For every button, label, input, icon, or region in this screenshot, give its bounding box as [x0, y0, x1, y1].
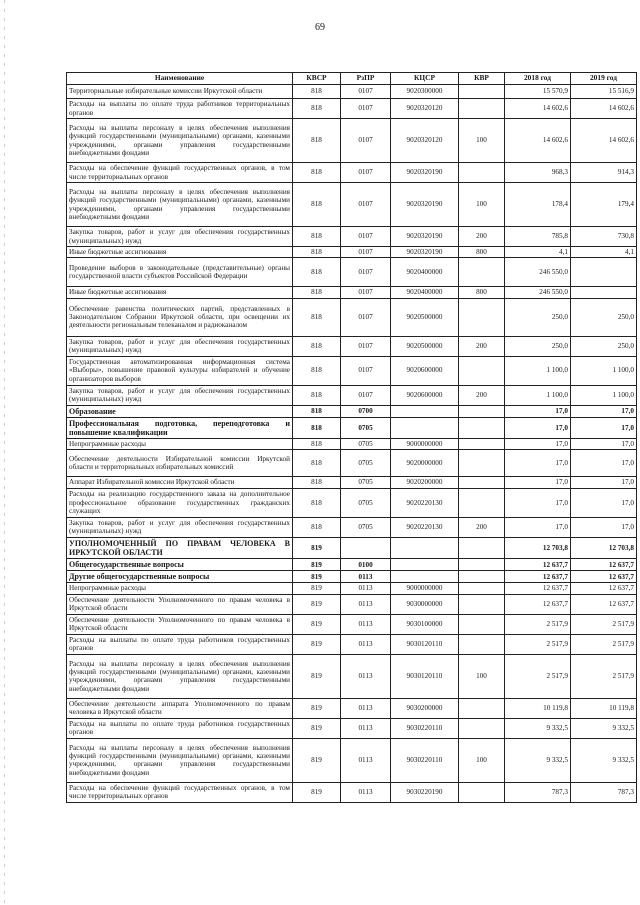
cell-kcsr: 9020500000: [391, 336, 459, 356]
cell-name: Расходы на выплаты по оплате труда работников государственных органов: [67, 634, 293, 654]
cell-rzpr: 0705: [341, 439, 391, 450]
cell-name: Аппарат Избирательной комиссии Иркутской области: [67, 477, 293, 488]
cell-name: Расходы на выплаты персоналу в целях обеспечения выполнения функций государственными (муниципальными) органами, казенными учреждениями, органами управления государственными внебюджетными фондами: [67, 119, 293, 163]
cell-y2018: 12 637,7: [505, 583, 571, 594]
cell-kvr: [459, 571, 505, 583]
cell-name: Непрограммные расходы: [67, 439, 293, 450]
cell-rzpr: 0705: [341, 417, 391, 438]
table-row: [67, 614, 637, 634]
cell-y2019: 14 602,6: [571, 99, 637, 119]
cell-rzpr: 0113: [341, 634, 391, 654]
cell-y2018: 246 550,0: [505, 258, 571, 287]
table-row: [67, 119, 637, 163]
table-row: [67, 356, 637, 385]
cell-kvsr: 819: [293, 698, 341, 718]
cell-name: Иные бюджетные ассигнования: [67, 247, 293, 258]
cell-kvsr: 818: [293, 477, 341, 488]
cell-y2018: 250,0: [505, 298, 571, 336]
cell-y2018: 785,8: [505, 227, 571, 247]
table-row: [67, 258, 637, 287]
cell-y2018: 4,1: [505, 247, 571, 258]
table-row: [67, 698, 637, 718]
cell-kcsr: 9030220110: [391, 738, 459, 782]
cell-kvsr: 819: [293, 654, 341, 698]
cell-y2018: 1 100,0: [505, 385, 571, 405]
cell-rzpr: 0107: [341, 336, 391, 356]
cell-rzpr: 0113: [341, 583, 391, 594]
table-row: [67, 227, 637, 247]
cell-rzpr: 0113: [341, 718, 391, 738]
cell-kvsr: 819: [293, 537, 341, 558]
cell-kcsr: 9020320190: [391, 163, 459, 183]
cell-y2018: 15 570,9: [505, 85, 571, 99]
cell-name: Другие общегосударственные вопросы: [67, 571, 293, 583]
cell-kcsr: 9020000000: [391, 450, 459, 477]
cell-kvsr: 818: [293, 450, 341, 477]
cell-y2019: 4,1: [571, 247, 637, 258]
table-row: [67, 583, 637, 594]
cell-rzpr: 0107: [341, 258, 391, 287]
cell-name: Обеспечение деятельности аппарата Уполномоченного по правам человека в Иркутской области: [67, 698, 293, 718]
cell-kvr: [459, 537, 505, 558]
cell-rzpr: 0107: [341, 85, 391, 99]
table-row: [67, 405, 637, 417]
cell-y2019: 2 517,9: [571, 634, 637, 654]
cell-kvr: [459, 583, 505, 594]
cell-rzpr: 0107: [341, 99, 391, 119]
cell-name: Иные бюджетные ассигнования: [67, 287, 293, 298]
cell-rzpr: 0113: [341, 782, 391, 802]
cell-rzpr: 0705: [341, 477, 391, 488]
cell-name: Расходы на реализацию государственного заказа на дополнительное профессиональное образование государственных гражданских служащих: [67, 488, 293, 517]
cell-kvsr: 819: [293, 594, 341, 614]
cell-name: Профессиональная подготовка, переподготовка и повышение квалификации: [67, 417, 293, 438]
cell-rzpr: 0107: [341, 287, 391, 298]
cell-kcsr: 9000000000: [391, 439, 459, 450]
cell-kcsr: 9020400000: [391, 287, 459, 298]
cell-y2019: 17,0: [571, 450, 637, 477]
cell-kcsr: 9030120110: [391, 634, 459, 654]
cell-rzpr: 0113: [341, 614, 391, 634]
cell-kvsr: 818: [293, 85, 341, 99]
cell-kvsr: 818: [293, 227, 341, 247]
header-rzpr: РзПР: [341, 73, 391, 85]
table-row: [67, 654, 637, 698]
cell-rzpr: 0107: [341, 119, 391, 163]
cell-rzpr: 0107: [341, 163, 391, 183]
cell-kvsr: 818: [293, 247, 341, 258]
cell-kcsr: 9020220130: [391, 488, 459, 517]
header-kcsr: КЦСР: [391, 73, 459, 85]
cell-y2018: 1 100,0: [505, 356, 571, 385]
table-row: [67, 738, 637, 782]
cell-y2019: 17,0: [571, 439, 637, 450]
cell-rzpr: 0705: [341, 517, 391, 537]
cell-kvr: [459, 405, 505, 417]
cell-kvr: [459, 634, 505, 654]
cell-kvr: [459, 99, 505, 119]
cell-kcsr: [391, 559, 459, 571]
cell-y2019: 2 517,9: [571, 654, 637, 698]
cell-name: Общегосударственные вопросы: [67, 559, 293, 571]
cell-kvr: 100: [459, 119, 505, 163]
cell-y2019: 179,4: [571, 183, 637, 227]
cell-kvsr: 818: [293, 287, 341, 298]
cell-y2018: 17,0: [505, 477, 571, 488]
cell-kvsr: 818: [293, 356, 341, 385]
cell-kcsr: 9020300000: [391, 85, 459, 99]
cell-rzpr: 0113: [341, 698, 391, 718]
cell-rzpr: 0113: [341, 654, 391, 698]
cell-kvsr: 818: [293, 336, 341, 356]
header-kvr: КВР: [459, 73, 505, 85]
cell-rzpr: [341, 537, 391, 558]
cell-kvsr: 818: [293, 488, 341, 517]
cell-kvr: [459, 477, 505, 488]
cell-kcsr: 9030220110: [391, 718, 459, 738]
cell-rzpr: 0107: [341, 247, 391, 258]
cell-y2019: 9 332,5: [571, 718, 637, 738]
table-row: [67, 85, 637, 99]
cell-name: Закупка товаров, работ и услуг для обеспечения государственных (муниципальных) нужд: [67, 385, 293, 405]
cell-y2019: 17,0: [571, 417, 637, 438]
cell-kvsr: 819: [293, 559, 341, 571]
cell-name: Расходы на выплаты по оплате труда работников территориальных органов: [67, 99, 293, 119]
cell-y2018: 250,0: [505, 336, 571, 356]
cell-y2018: 9 332,5: [505, 718, 571, 738]
cell-kcsr: 9020320120: [391, 99, 459, 119]
cell-name: УПОЛНОМОЧЕННЫЙ ПО ПРАВАМ ЧЕЛОВЕКА В ИРКУТСКОЙ ОБЛАСТИ: [67, 537, 293, 558]
table-row: [67, 594, 637, 614]
cell-y2018: 9 332,5: [505, 738, 571, 782]
cell-y2018: 17,0: [505, 450, 571, 477]
cell-name: Обеспечение деятельности Избирательной комиссии Иркутской области и территориальных избирательных комиссий: [67, 450, 293, 477]
budget-table-container: [66, 72, 636, 803]
cell-rzpr: 0100: [341, 559, 391, 571]
table-row: [67, 417, 637, 438]
cell-kcsr: 9000000000: [391, 583, 459, 594]
cell-kvsr: 818: [293, 405, 341, 417]
cell-name: Государственная автоматизированная информационная система «Выборы», повышение правовой культуры избирателей и обучение организаторов выборов: [67, 356, 293, 385]
cell-kvr: 200: [459, 227, 505, 247]
cell-kvsr: 818: [293, 417, 341, 438]
cell-kcsr: [391, 537, 459, 558]
table-row: [67, 298, 637, 336]
cell-kvr: [459, 718, 505, 738]
cell-name: Обеспечение равенства политических партий, представленных в Законодательном Собрании Иркутской области, при освещении их деятельности региональным телеканалом и радиоканалом: [67, 298, 293, 336]
cell-y2018: 2 517,9: [505, 634, 571, 654]
cell-name: Непрограммные расходы: [67, 583, 293, 594]
cell-kvr: 200: [459, 385, 505, 405]
cell-kvsr: 818: [293, 385, 341, 405]
cell-y2019: 2 517,9: [571, 614, 637, 634]
cell-name: Территориальные избирательные комиссии Иркутской области: [67, 85, 293, 99]
cell-rzpr: 0700: [341, 405, 391, 417]
cell-kvsr: 819: [293, 583, 341, 594]
table-header-row: [67, 73, 637, 85]
cell-name: Расходы на выплаты персоналу в целях обеспечения выполнения функций государственными (муниципальными) органами, казенными учреждениями, органами управления государственными внебюджетными фондами: [67, 738, 293, 782]
cell-y2019: 12 637,7: [571, 583, 637, 594]
cell-kvr: [459, 258, 505, 287]
table-row: [67, 163, 637, 183]
table-row: [67, 488, 637, 517]
cell-rzpr: 0705: [341, 450, 391, 477]
cell-kvsr: 819: [293, 614, 341, 634]
cell-y2019: 9 332,5: [571, 738, 637, 782]
cell-y2019: [571, 258, 637, 287]
cell-rzpr: 0107: [341, 183, 391, 227]
cell-kcsr: 9030000000: [391, 594, 459, 614]
cell-kcsr: 9020320190: [391, 227, 459, 247]
table-row: [67, 477, 637, 488]
cell-kvr: [459, 450, 505, 477]
cell-y2019: 10 119,8: [571, 698, 637, 718]
cell-name: Закупка товаров, работ и услуг для обеспечения государственных (муниципальных) нужд: [67, 336, 293, 356]
cell-kvr: 800: [459, 287, 505, 298]
cell-kcsr: 9030220190: [391, 782, 459, 802]
cell-y2019: 17,0: [571, 488, 637, 517]
cell-kvr: [459, 439, 505, 450]
cell-kvsr: 818: [293, 258, 341, 287]
cell-y2018: 787,3: [505, 782, 571, 802]
cell-y2019: 12 703,8: [571, 537, 637, 558]
cell-kvsr: 819: [293, 634, 341, 654]
cell-kvr: 200: [459, 336, 505, 356]
cell-kvr: [459, 85, 505, 99]
cell-kcsr: 9030120110: [391, 654, 459, 698]
cell-y2019: 12 637,7: [571, 571, 637, 583]
cell-rzpr: 0705: [341, 488, 391, 517]
table-row: [67, 247, 637, 258]
cell-kvsr: 818: [293, 298, 341, 336]
cell-kvsr: 818: [293, 517, 341, 537]
cell-y2018: 17,0: [505, 405, 571, 417]
cell-kcsr: 9030100000: [391, 614, 459, 634]
cell-kvr: [459, 594, 505, 614]
table-row: [67, 99, 637, 119]
cell-y2018: 17,0: [505, 417, 571, 438]
scan-edge-artifact: [4, 0, 5, 905]
cell-kvr: [459, 698, 505, 718]
cell-kvr: [459, 356, 505, 385]
cell-y2019: 17,0: [571, 517, 637, 537]
cell-kvsr: 819: [293, 718, 341, 738]
table-row: [67, 439, 637, 450]
cell-name: Проведение выборов в законодательные (представительные) органы государственной власти субъектов Российской Федерации: [67, 258, 293, 287]
cell-kcsr: 9020200000: [391, 477, 459, 488]
cell-kcsr: [391, 417, 459, 438]
table-row: [67, 336, 637, 356]
cell-y2019: 914,3: [571, 163, 637, 183]
cell-kvsr: 819: [293, 738, 341, 782]
cell-y2018: 12 637,7: [505, 594, 571, 614]
table-row: [67, 718, 637, 738]
cell-kcsr: 9020320120: [391, 119, 459, 163]
cell-y2018: 178,4: [505, 183, 571, 227]
table-row: [67, 537, 637, 558]
cell-kcsr: 9020500000: [391, 298, 459, 336]
cell-kvr: 800: [459, 247, 505, 258]
cell-kcsr: 9020600000: [391, 356, 459, 385]
cell-y2018: 246 550,0: [505, 287, 571, 298]
cell-kvsr: 819: [293, 571, 341, 583]
cell-y2019: 15 516,9: [571, 85, 637, 99]
cell-y2018: 10 119,8: [505, 698, 571, 718]
cell-y2019: 17,0: [571, 477, 637, 488]
cell-name: Расходы на выплаты персоналу в целях обеспечения выполнения функций государственными (муниципальными) органами, казенными учреждениями, органами управления государственными внебюджетными фондами: [67, 183, 293, 227]
budget-table: [66, 72, 637, 803]
cell-kvr: [459, 298, 505, 336]
table-row: [67, 634, 637, 654]
cell-kvsr: 818: [293, 99, 341, 119]
cell-y2018: 14 602,6: [505, 99, 571, 119]
cell-kvsr: 818: [293, 163, 341, 183]
cell-kvr: 100: [459, 654, 505, 698]
cell-y2018: 14 602,6: [505, 119, 571, 163]
table-body: [67, 85, 637, 803]
cell-name: Закупка товаров, работ и услуг для обеспечения государственных (муниципальных) нужд: [67, 517, 293, 537]
cell-name: Расходы на обеспечение функций государственных органов, в том числе территориальных органов: [67, 163, 293, 183]
cell-y2019: 12 637,7: [571, 559, 637, 571]
table-row: [67, 517, 637, 537]
cell-y2018: 2 517,9: [505, 654, 571, 698]
cell-kvr: 200: [459, 517, 505, 537]
table-row: [67, 287, 637, 298]
cell-y2019: 12 637,7: [571, 594, 637, 614]
cell-kcsr: 9020400000: [391, 258, 459, 287]
cell-kcsr: [391, 405, 459, 417]
cell-name: Закупка товаров, работ и услуг для обеспечения государственных (муниципальных) нужд: [67, 227, 293, 247]
cell-y2018: 12 637,7: [505, 571, 571, 583]
cell-kvr: 100: [459, 738, 505, 782]
cell-y2018: 2 517,9: [505, 614, 571, 634]
cell-kcsr: 9030200000: [391, 698, 459, 718]
cell-kcsr: 9020600000: [391, 385, 459, 405]
cell-kvr: 100: [459, 183, 505, 227]
table-row: [67, 183, 637, 227]
cell-y2019: 17,0: [571, 405, 637, 417]
cell-y2019: 250,0: [571, 336, 637, 356]
cell-kcsr: [391, 571, 459, 583]
header-2018: 2018 год: [505, 73, 571, 85]
cell-y2019: 250,0: [571, 298, 637, 336]
table-row: [67, 559, 637, 571]
cell-kvr: [459, 559, 505, 571]
cell-y2019: 730,8: [571, 227, 637, 247]
header-2019: 2019 год: [571, 73, 637, 85]
table-row: [67, 571, 637, 583]
cell-rzpr: 0113: [341, 571, 391, 583]
cell-y2018: 12 637,7: [505, 559, 571, 571]
cell-y2019: 14 602,6: [571, 119, 637, 163]
cell-kvr: [459, 417, 505, 438]
cell-name: Расходы на выплаты по оплате труда работников государственных органов: [67, 718, 293, 738]
cell-name: Обеспечение деятельности Уполномоченного по правам человека в Иркутской области: [67, 614, 293, 634]
cell-kvsr: 818: [293, 439, 341, 450]
cell-y2018: 968,3: [505, 163, 571, 183]
cell-kvr: [459, 163, 505, 183]
cell-y2018: 17,0: [505, 439, 571, 450]
cell-kvr: [459, 614, 505, 634]
cell-name: Образование: [67, 405, 293, 417]
cell-y2018: 17,0: [505, 517, 571, 537]
cell-y2019: 1 100,0: [571, 385, 637, 405]
cell-rzpr: 0113: [341, 738, 391, 782]
header-name: Наименование: [67, 73, 293, 85]
cell-kvsr: 819: [293, 782, 341, 802]
cell-kvr: [459, 782, 505, 802]
cell-name: Расходы на выплаты персоналу в целях обеспечения выполнения функций государственными (муниципальными) органами, казенными учреждениями, органами управления государственными внебюджетными фондами: [67, 654, 293, 698]
cell-y2019: 1 100,0: [571, 356, 637, 385]
cell-kcsr: 9020220130: [391, 517, 459, 537]
cell-kcsr: 9020320190: [391, 183, 459, 227]
cell-y2019: [571, 287, 637, 298]
cell-kcsr: 9020320190: [391, 247, 459, 258]
cell-rzpr: 0107: [341, 385, 391, 405]
cell-kvsr: 818: [293, 183, 341, 227]
cell-y2018: 12 703,8: [505, 537, 571, 558]
header-kvsr: КВСР: [293, 73, 341, 85]
cell-rzpr: 0107: [341, 356, 391, 385]
cell-y2018: 17,0: [505, 488, 571, 517]
cell-y2019: 787,3: [571, 782, 637, 802]
table-row: [67, 385, 637, 405]
table-row: [67, 782, 637, 802]
cell-name: Обеспечение деятельности Уполномоченного по правам человека в Иркутской области: [67, 594, 293, 614]
cell-kvr: [459, 488, 505, 517]
cell-rzpr: 0113: [341, 594, 391, 614]
cell-rzpr: 0107: [341, 298, 391, 336]
cell-name: Расходы на обеспечение функций государственных органов, в том числе территориальных органов: [67, 782, 293, 802]
table-row: [67, 450, 637, 477]
cell-rzpr: 0107: [341, 227, 391, 247]
cell-kvsr: 818: [293, 119, 341, 163]
page-number: 69: [315, 22, 325, 33]
